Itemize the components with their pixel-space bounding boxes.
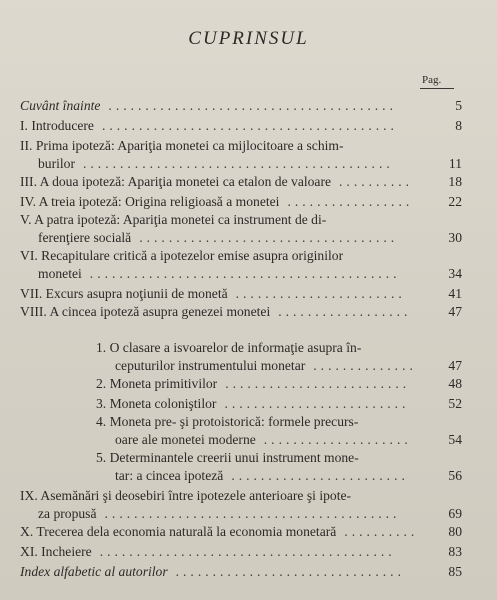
- toc-entry-page: 54: [448, 432, 462, 447]
- leader-dots: .........................: [225, 376, 411, 391]
- toc-entry-title: 2. Moneta primitivilor: [96, 376, 218, 391]
- toc-entry-page: 41: [448, 286, 462, 301]
- leader-dots: ....................: [263, 432, 412, 447]
- toc-entry-page: 83: [448, 544, 462, 559]
- toc-entry-title: VIII. A cincea ipoteză asupra genezei monetei: [20, 304, 271, 319]
- toc-entry-title: III. A doua ipoteză: Apariţia monetei ca etalon de valoare: [20, 174, 332, 189]
- toc-entry-title: burilor: [38, 156, 75, 171]
- toc-entry-page: 22: [448, 194, 462, 209]
- header-rule: [420, 88, 454, 89]
- toc-entry-page: 47: [448, 358, 462, 373]
- toc-entry-title: 1. O clasare a isvoarelor de informaţie asupra în-: [96, 340, 362, 355]
- leader-dots: .......................: [235, 286, 406, 301]
- leader-dots: ..........: [339, 174, 414, 189]
- toc-entry-title: ferenţiere socială: [38, 230, 132, 245]
- toc-entry-title: II. Prima ipoteză: Apariţia monetei ca mijlocitoare a schim-: [20, 138, 344, 153]
- leader-dots: .......................................: [108, 98, 397, 113]
- leader-dots: ..................: [278, 304, 412, 319]
- toc-entry-page: 52: [448, 396, 462, 411]
- toc-entry-title: VII. Excurs asupra noţiunii de monetă: [20, 286, 228, 301]
- leader-dots: .................: [287, 194, 414, 209]
- toc-entry-page: 8: [455, 118, 462, 133]
- leader-dots: ........................: [231, 468, 409, 483]
- toc-entry-page: 30: [448, 230, 462, 245]
- leader-dots: ...................................: [139, 230, 399, 245]
- leader-dots: ...............................: [175, 564, 405, 579]
- toc-entry-page: 85: [448, 564, 462, 579]
- toc-entry-title: VI. Recapitulare critică a ipotezelor emise asupra originilor: [20, 248, 344, 263]
- toc-entry-title: za propusă: [38, 506, 97, 521]
- toc-entry-page: 69: [448, 506, 462, 521]
- toc-entry-title: Cuvânt înainte: [20, 98, 101, 113]
- toc-entry-page: 80: [448, 524, 462, 539]
- toc-entry-title: I. Introducere: [20, 118, 94, 133]
- toc-entry-title: ceputurilor instrumentului monetar: [115, 358, 306, 373]
- toc-entry-title: 3. Moneta coloniştilor: [96, 396, 217, 411]
- leader-dots: ..........: [344, 524, 419, 539]
- toc-entry-title: tar: a cincea ipoteză: [115, 468, 224, 483]
- toc-entry-page: 34: [448, 266, 462, 281]
- leader-dots: ..........................................: [89, 266, 401, 281]
- toc-entry-title: oare ale monetei moderne: [115, 432, 256, 447]
- toc-entry-title: V. A patra ipoteză: Apariţia monetei ca instrument de di-: [20, 212, 327, 227]
- toc-entry-title: XI. Incheiere: [20, 544, 92, 559]
- toc-entry-page: 48: [448, 376, 462, 391]
- toc-entry-page: 18: [448, 174, 462, 189]
- toc-entry-page: 11: [448, 156, 462, 171]
- toc-entry-title: 5. Determinantele creerii unui instrument mone-: [96, 450, 359, 465]
- toc-entry-page: 56: [448, 468, 462, 483]
- leader-dots: ..............: [313, 358, 417, 373]
- leader-dots: ........................................: [104, 506, 401, 521]
- toc-entry-page: 5: [455, 98, 462, 113]
- toc-entry-page: 47: [448, 304, 462, 319]
- leader-dots: ........................................: [99, 544, 396, 559]
- toc-entry-title: Index alfabetic al autorilor: [20, 564, 168, 579]
- toc-entry-title: X. Trecerea dela economia naturală la economia monetară: [20, 524, 337, 539]
- toc-entry-title: IV. A treia ipoteză: Origina religioasă a monetei: [20, 194, 280, 209]
- toc-entry-title: monetei: [38, 266, 82, 281]
- leader-dots: .........................: [224, 396, 410, 411]
- page-title: CUPRINSUL: [188, 28, 309, 49]
- toc-entry-title: IX. Asemănări şi deosebiri între ipotezele anterioare şi ipote-: [20, 488, 352, 503]
- leader-dots: ........................................: [101, 118, 398, 133]
- leader-dots: ..........................................: [83, 156, 394, 171]
- toc-entry-title: 4. Moneta pre- şi protoistorică: formele precurs-: [96, 414, 359, 429]
- page-column-label: Pag.: [422, 74, 442, 86]
